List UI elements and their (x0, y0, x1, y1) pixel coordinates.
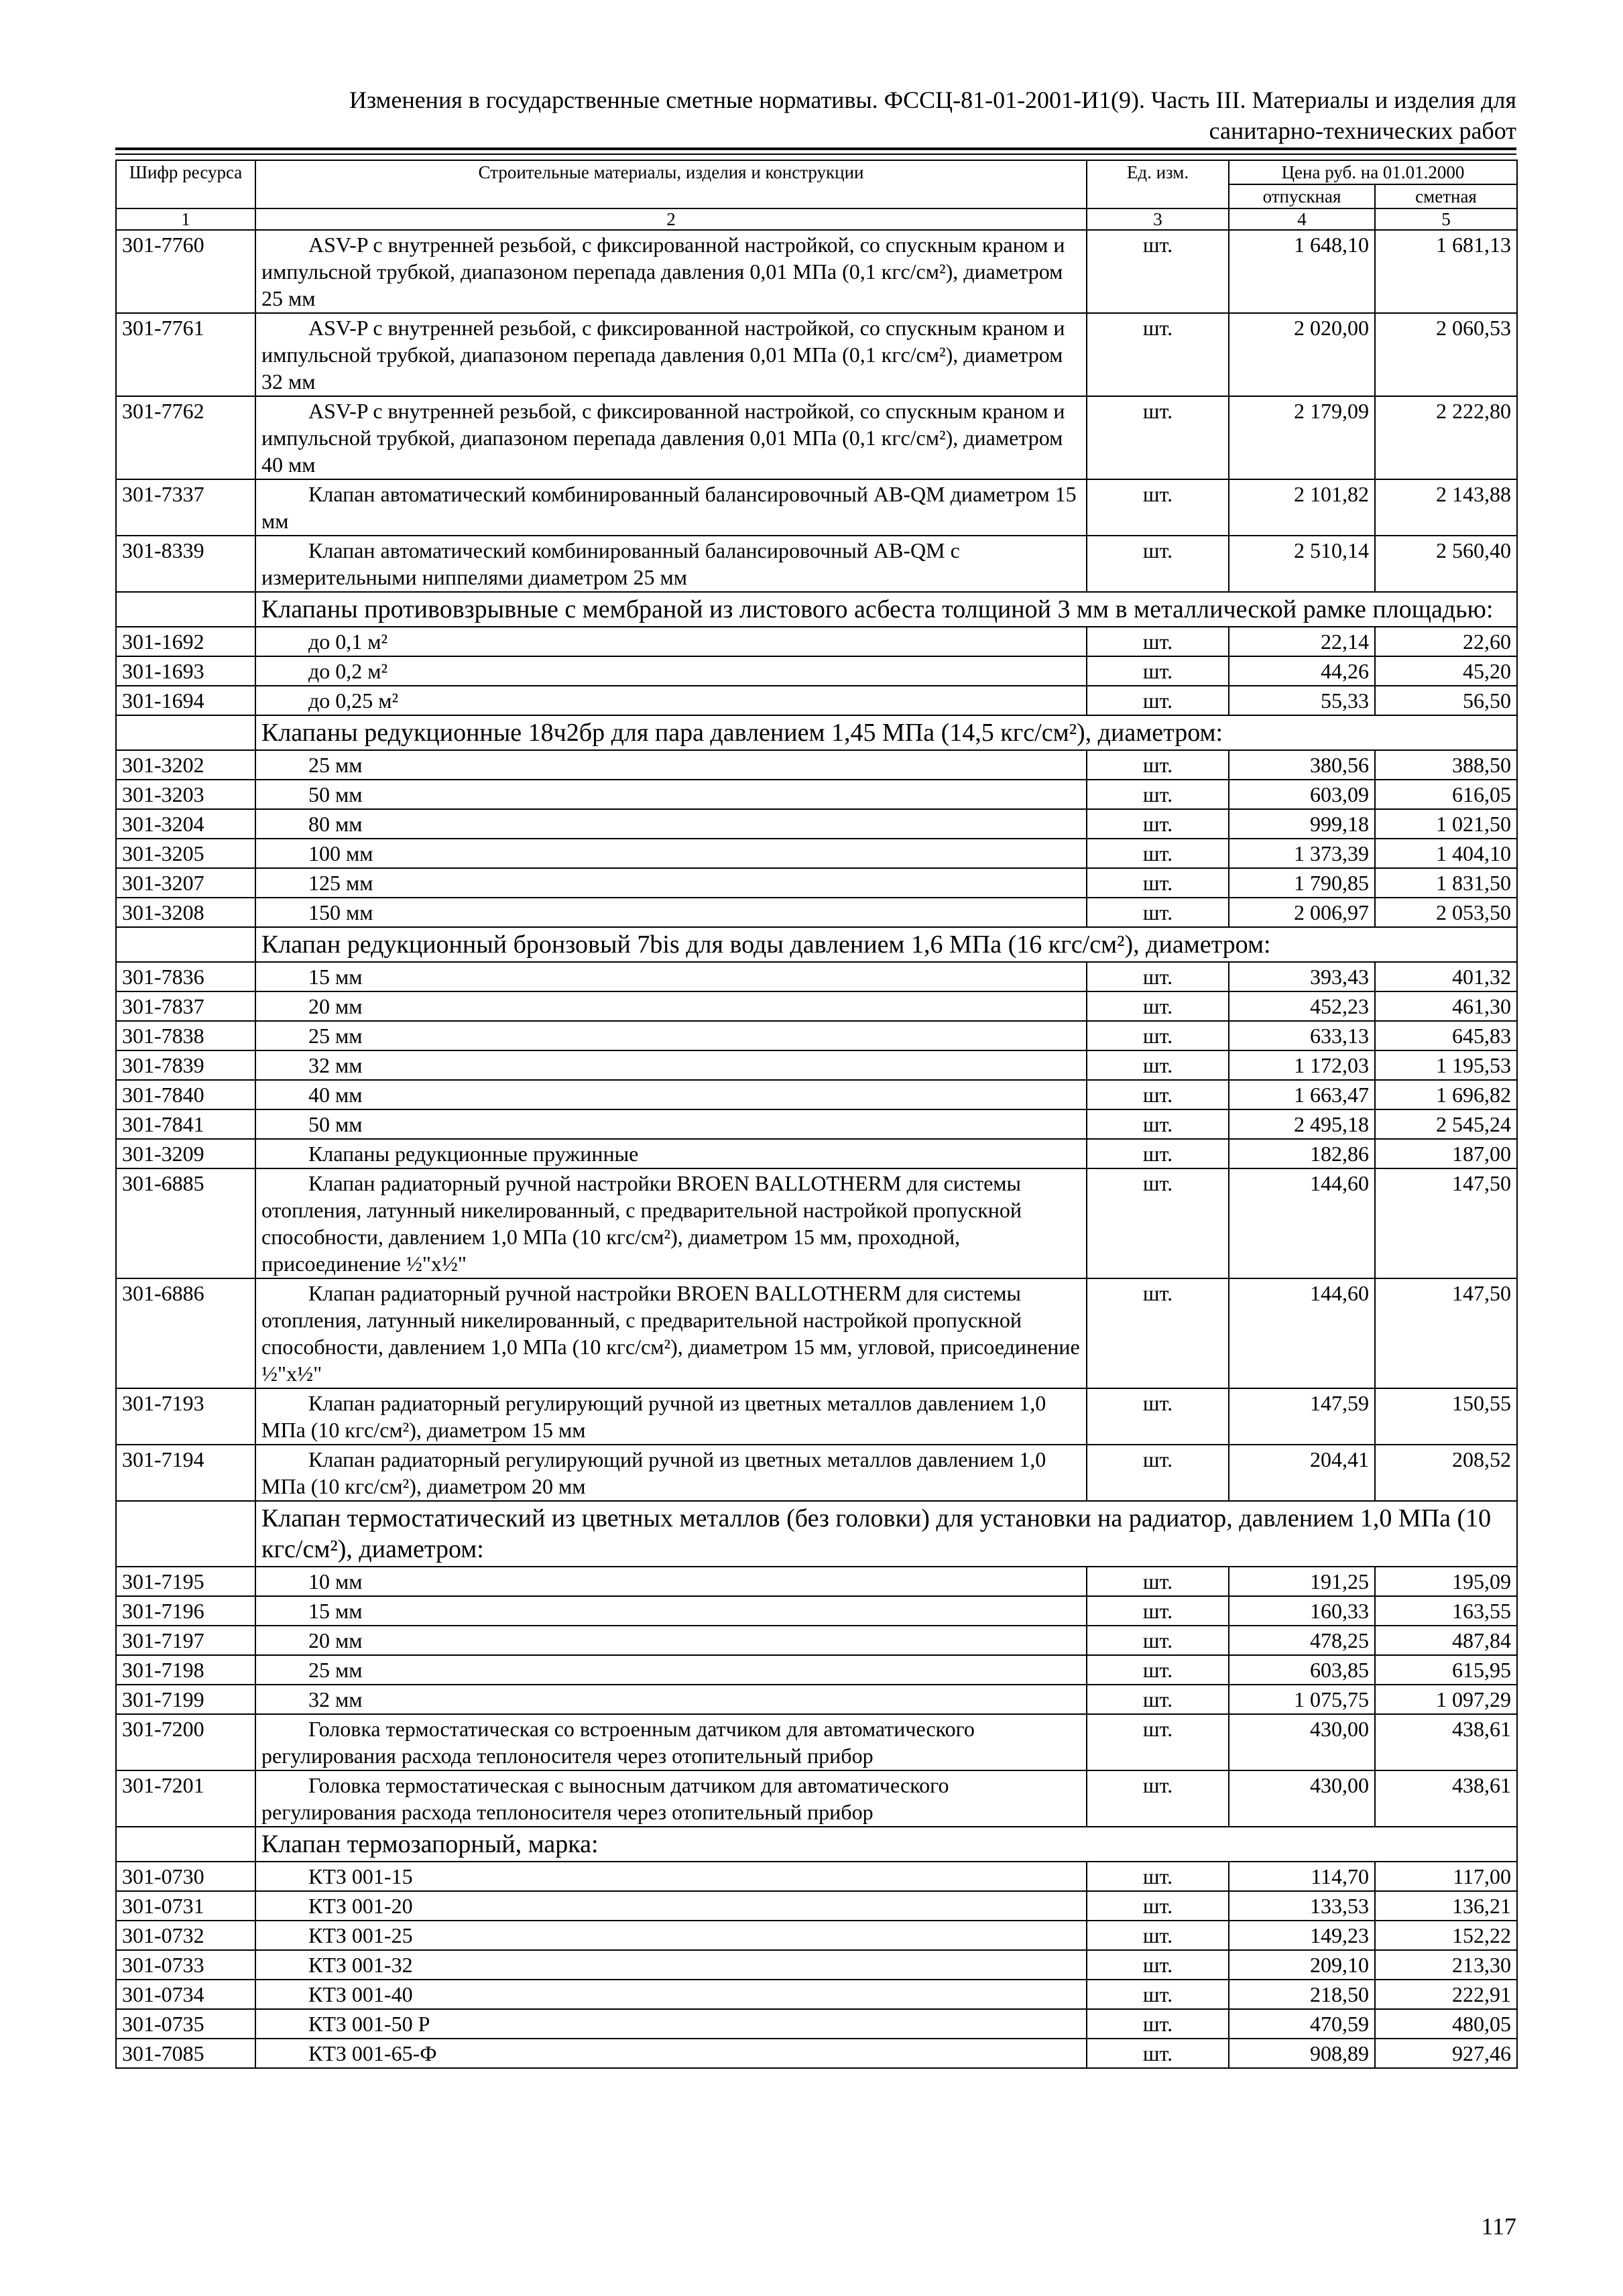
table-row (116, 1567, 1517, 1596)
resource-code: 301-7196 (116, 1596, 255, 1626)
estimate-price: 1 404,10 (1375, 839, 1517, 868)
resource-code: 301-7195 (116, 1567, 255, 1596)
release-price: 160,33 (1229, 1596, 1375, 1626)
resource-code: 301-7837 (116, 991, 255, 1021)
table-row (116, 991, 1517, 1021)
table-row (116, 1168, 1517, 1278)
col-header-unit: Ед. изм. (1087, 160, 1229, 208)
release-price: 114,70 (1229, 1862, 1375, 1891)
unit: шт. (1087, 627, 1229, 656)
release-price: 2 101,82 (1229, 479, 1375, 536)
table-row (116, 1278, 1517, 1388)
column-number-5: 5 (1375, 208, 1517, 230)
table-row (116, 230, 1517, 313)
resource-name: КТЗ 001-32 (255, 1950, 1087, 1980)
resource-code: 301-7762 (116, 396, 255, 479)
resource-code: 301-7760 (116, 230, 255, 313)
estimate-price: 2 053,50 (1375, 898, 1517, 927)
release-price: 218,50 (1229, 1980, 1375, 2009)
resource-code: 301-7838 (116, 1021, 255, 1050)
resource-name: 40 мм (255, 1080, 1087, 1109)
resource-name: 125 мм (255, 868, 1087, 898)
resource-code: 301-3209 (116, 1139, 255, 1168)
resource-code: 301-7199 (116, 1685, 255, 1714)
resource-name: 32 мм (255, 1685, 1087, 1714)
table-body (116, 230, 1517, 2068)
release-price: 908,89 (1229, 2039, 1375, 2068)
resource-code: 301-6885 (116, 1168, 255, 1278)
resource-code: 301-3208 (116, 898, 255, 927)
table-row (116, 2009, 1517, 2039)
unit: шт. (1087, 1655, 1229, 1685)
unit: шт. (1087, 1596, 1229, 1626)
unit: шт. (1087, 868, 1229, 898)
resource-code: 301-3202 (116, 750, 255, 780)
unit: шт. (1087, 809, 1229, 839)
group-title: Клапан термостатический из цветных металлов (без головки) для установки на радиатор, давлением 1,0 МПа (10 кгс/см²), диаметром: (255, 1501, 1517, 1567)
group-code-cell (116, 1827, 255, 1862)
resource-code: 301-7198 (116, 1655, 255, 1685)
estimate-price: 487,84 (1375, 1626, 1517, 1655)
table-row (116, 1685, 1517, 1714)
estimate-price: 22,60 (1375, 627, 1517, 656)
release-price: 430,00 (1229, 1770, 1375, 1827)
group-row (116, 715, 1517, 750)
resource-code: 301-7201 (116, 1770, 255, 1827)
release-price: 380,56 (1229, 750, 1375, 780)
resource-code: 301-3203 (116, 780, 255, 809)
table-row (116, 627, 1517, 656)
resource-code: 301-7193 (116, 1388, 255, 1445)
table-row (116, 479, 1517, 536)
resource-name: КТЗ 001-65-Ф (255, 2039, 1087, 2068)
estimate-price: 195,09 (1375, 1567, 1517, 1596)
group-title: Клапан редукционный бронзовый 7bis для воды давлением 1,6 МПа (16 кгс/см²), диаметром: (255, 927, 1517, 962)
page-header (115, 84, 1516, 146)
resource-name: ASV-P с внутренней резьбой, с фиксированной настройкой, со спускным краном и импульсной трубкой, диапазоном перепада давления 0,01 МПа (0,1 кгс/см²), диаметром 25 мм (255, 230, 1087, 313)
resource-name: КТЗ 001-20 (255, 1891, 1087, 1921)
release-price: 55,33 (1229, 686, 1375, 715)
resource-code: 301-7839 (116, 1050, 255, 1080)
table-row (116, 1921, 1517, 1950)
estimate-price: 1 097,29 (1375, 1685, 1517, 1714)
table-row (116, 1596, 1517, 1626)
resource-name: до 0,25 м² (255, 686, 1087, 715)
resource-code: 301-1694 (116, 686, 255, 715)
table-row (116, 536, 1517, 592)
estimate-price: 438,61 (1375, 1714, 1517, 1770)
group-title: Клапаны противовзрывные с мембраной из листового асбеста толщиной 3 мм в металлической рамке площадью: (255, 592, 1517, 627)
estimate-price: 152,22 (1375, 1921, 1517, 1950)
release-price: 2 495,18 (1229, 1109, 1375, 1139)
estimate-price: 2 560,40 (1375, 536, 1517, 592)
group-title: Клапаны редукционные 18ч2бр для пара давлением 1,45 МПа (14,5 кгс/см²), диаметром: (255, 715, 1517, 750)
resource-name: Клапаны редукционные пружинные (255, 1139, 1087, 1168)
release-price: 133,53 (1229, 1891, 1375, 1921)
unit: шт. (1087, 313, 1229, 396)
estimate-price: 1 681,13 (1375, 230, 1517, 313)
table-row (116, 780, 1517, 809)
table-row (116, 1770, 1517, 1827)
table-row (116, 396, 1517, 479)
resource-code: 301-3207 (116, 868, 255, 898)
release-price: 2 006,97 (1229, 898, 1375, 927)
group-title: Клапан термозапорный, марка: (255, 1827, 1517, 1862)
resource-name: Клапан радиаторный ручной настройки BROEN BALLOTHERM для системы отопления, латунный никелированный, с предварительной настройкой пропускной способности, давлением 1,0 МПа (10 кгс/см²), диаметром 15 мм, угловой, присоединение ½"x½" (255, 1278, 1087, 1388)
estimate-price: 2 060,53 (1375, 313, 1517, 396)
unit: шт. (1087, 396, 1229, 479)
group-row (116, 592, 1517, 627)
table-row (116, 1980, 1517, 2009)
resource-code: 301-8339 (116, 536, 255, 592)
resource-code: 301-7085 (116, 2039, 255, 2068)
release-price: 2 179,09 (1229, 396, 1375, 479)
release-price: 204,41 (1229, 1445, 1375, 1501)
table-row (116, 2039, 1517, 2068)
resource-name: КТЗ 001-25 (255, 1921, 1087, 1950)
column-number-4: 4 (1229, 208, 1375, 230)
group-row (116, 1501, 1517, 1567)
resource-code: 301-3205 (116, 839, 255, 868)
estimate-price: 163,55 (1375, 1596, 1517, 1626)
resource-name: КТЗ 001-50 Р (255, 2009, 1087, 2039)
table-row (116, 1950, 1517, 1980)
table-row (116, 868, 1517, 898)
table-row (116, 1021, 1517, 1050)
unit: шт. (1087, 962, 1229, 991)
resource-name: 100 мм (255, 839, 1087, 868)
resource-name: 32 мм (255, 1050, 1087, 1080)
estimate-price: 2 545,24 (1375, 1109, 1517, 1139)
unit: шт. (1087, 1109, 1229, 1139)
resource-code: 301-6886 (116, 1278, 255, 1388)
estimate-price: 438,61 (1375, 1770, 1517, 1827)
unit: шт. (1087, 839, 1229, 868)
estimate-price: 150,55 (1375, 1388, 1517, 1445)
resource-code: 301-7337 (116, 479, 255, 536)
unit: шт. (1087, 1021, 1229, 1050)
release-price: 1 075,75 (1229, 1685, 1375, 1714)
table-row (116, 1139, 1517, 1168)
estimate-price: 1 195,53 (1375, 1050, 1517, 1080)
resource-code: 301-7840 (116, 1080, 255, 1109)
estimate-price: 136,21 (1375, 1891, 1517, 1921)
resource-name: Головка термостатическая со встроенным датчиком для автоматического регулирования расхода теплоносителя через отопительный прибор (255, 1714, 1087, 1770)
estimate-price: 1 696,82 (1375, 1080, 1517, 1109)
unit: шт. (1087, 1139, 1229, 1168)
estimate-price: 117,00 (1375, 1862, 1517, 1891)
release-price: 182,86 (1229, 1139, 1375, 1168)
resource-code: 301-0733 (116, 1950, 255, 1980)
unit: шт. (1087, 1168, 1229, 1278)
unit: шт. (1087, 1080, 1229, 1109)
estimate-price: 388,50 (1375, 750, 1517, 780)
release-price: 191,25 (1229, 1567, 1375, 1596)
table-row (116, 1080, 1517, 1109)
table-head (116, 160, 1517, 230)
resource-name: 25 мм (255, 1021, 1087, 1050)
release-price: 603,85 (1229, 1655, 1375, 1685)
resource-name: 50 мм (255, 780, 1087, 809)
estimate-price: 213,30 (1375, 1950, 1517, 1980)
unit: шт. (1087, 479, 1229, 536)
col-header-price: Цена руб. на 01.01.2000 (1229, 160, 1517, 184)
header-title-line-2: санитарно-технических работ (1209, 117, 1516, 144)
release-price: 209,10 (1229, 1950, 1375, 1980)
resource-code: 301-7200 (116, 1714, 255, 1770)
col-header-name: Строительные материалы, изделия и конструкции (255, 160, 1087, 208)
release-price: 430,00 (1229, 1714, 1375, 1770)
table-row (116, 1050, 1517, 1080)
unit: шт. (1087, 2009, 1229, 2039)
unit: шт. (1087, 1388, 1229, 1445)
page-number: 117 (1481, 2213, 1516, 2240)
table-row (116, 656, 1517, 686)
unit: шт. (1087, 536, 1229, 592)
unit: шт. (1087, 1862, 1229, 1891)
resource-code: 301-0731 (116, 1891, 255, 1921)
resource-name: КТЗ 001-40 (255, 1980, 1087, 2009)
table-row (116, 839, 1517, 868)
resource-name: КТЗ 001-15 (255, 1862, 1087, 1891)
estimate-price: 147,50 (1375, 1168, 1517, 1278)
unit: шт. (1087, 780, 1229, 809)
resource-code: 301-0730 (116, 1862, 255, 1891)
group-row (116, 1827, 1517, 1862)
unit: шт. (1087, 686, 1229, 715)
release-price: 999,18 (1229, 809, 1375, 839)
column-number-3: 3 (1087, 208, 1229, 230)
resource-name: 20 мм (255, 991, 1087, 1021)
release-price: 1 172,03 (1229, 1050, 1375, 1080)
resource-name: ASV-P с внутренней резьбой, с фиксированной настройкой, со спускным краном и импульсной трубкой, диапазоном перепада давления 0,01 МПа (0,1 кгс/см²), диаметром 40 мм (255, 396, 1087, 479)
unit: шт. (1087, 2039, 1229, 2068)
estimate-price: 645,83 (1375, 1021, 1517, 1050)
release-price: 478,25 (1229, 1626, 1375, 1655)
resource-name: 150 мм (255, 898, 1087, 927)
resource-name: 25 мм (255, 1655, 1087, 1685)
group-row (116, 927, 1517, 962)
estimate-price: 187,00 (1375, 1139, 1517, 1168)
table-row (116, 1445, 1517, 1501)
unit: шт. (1087, 1567, 1229, 1596)
resource-name: 50 мм (255, 1109, 1087, 1139)
resource-code: 301-7194 (116, 1445, 255, 1501)
release-price: 1 663,47 (1229, 1080, 1375, 1109)
resource-code: 301-1692 (116, 627, 255, 656)
resource-name: до 0,2 м² (255, 656, 1087, 686)
resource-code: 301-0735 (116, 2009, 255, 2039)
resource-name: Головка термостатическая с выносным датчиком для автоматического регулирования расхода теплоносителя через отопительный прибор (255, 1770, 1087, 1827)
header-rule-thin (115, 154, 1516, 155)
unit: шт. (1087, 1714, 1229, 1770)
release-price: 144,60 (1229, 1168, 1375, 1278)
resource-name: 15 мм (255, 962, 1087, 991)
group-code-cell (116, 592, 255, 627)
column-number-row (116, 208, 1517, 230)
unit: шт. (1087, 1626, 1229, 1655)
estimate-price: 616,05 (1375, 780, 1517, 809)
estimate-price: 1 831,50 (1375, 868, 1517, 898)
release-price: 1 790,85 (1229, 868, 1375, 898)
resource-code: 301-7761 (116, 313, 255, 396)
resource-name: до 0,1 м² (255, 627, 1087, 656)
unit: шт. (1087, 898, 1229, 927)
unit: шт. (1087, 1921, 1229, 1950)
table-row (116, 750, 1517, 780)
table-row (116, 1862, 1517, 1891)
unit: шт. (1087, 656, 1229, 686)
resource-code: 301-0734 (116, 1980, 255, 2009)
release-price: 393,43 (1229, 962, 1375, 991)
col-header-estimate-price: сметная (1375, 184, 1517, 208)
resource-name: ASV-P с внутренней резьбой, с фиксированной настройкой, со спускным краном и импульсной трубкой, диапазоном перепада давления 0,01 МПа (0,1 кгс/см²), диаметром 32 мм (255, 313, 1087, 396)
unit: шт. (1087, 1050, 1229, 1080)
unit: шт. (1087, 1445, 1229, 1501)
resource-name: Клапан радиаторный регулирующий ручной из цветных металлов давлением 1,0 МПа (10 кгс/см²), диаметром 20 мм (255, 1445, 1087, 1501)
estimate-price: 1 021,50 (1375, 809, 1517, 839)
release-price: 470,59 (1229, 2009, 1375, 2039)
group-code-cell (116, 715, 255, 750)
table-row (116, 1891, 1517, 1921)
resource-code: 301-7197 (116, 1626, 255, 1655)
unit: шт. (1087, 1685, 1229, 1714)
unit: шт. (1087, 1278, 1229, 1388)
estimate-price: 56,50 (1375, 686, 1517, 715)
release-price: 149,23 (1229, 1921, 1375, 1950)
estimate-price: 461,30 (1375, 991, 1517, 1021)
table-row (116, 1714, 1517, 1770)
resource-code: 301-0732 (116, 1921, 255, 1950)
unit: шт. (1087, 991, 1229, 1021)
release-price: 22,14 (1229, 627, 1375, 656)
release-price: 144,60 (1229, 1278, 1375, 1388)
table-row (116, 1109, 1517, 1139)
estimate-price: 2 143,88 (1375, 479, 1517, 536)
estimate-price: 45,20 (1375, 656, 1517, 686)
estimate-price: 222,91 (1375, 1980, 1517, 2009)
resource-name: Клапан радиаторный ручной настройки BROEN BALLOTHERM для системы отопления, латунный никелированный, с предварительной настройкой пропускной способности, давлением 1,0 МПа (10 кгс/см²), диаметром 15 мм, проходной, присоединение ½"x½" (255, 1168, 1087, 1278)
estimate-price: 208,52 (1375, 1445, 1517, 1501)
table-row (116, 1626, 1517, 1655)
estimate-price: 927,46 (1375, 2039, 1517, 2068)
resource-name: 20 мм (255, 1626, 1087, 1655)
release-price: 2 510,14 (1229, 536, 1375, 592)
column-number-1: 1 (116, 208, 255, 230)
resource-name: Клапан автоматический комбинированный балансировочный AB-QM диаметром 15 мм (255, 479, 1087, 536)
release-price: 603,09 (1229, 780, 1375, 809)
estimate-price: 147,50 (1375, 1278, 1517, 1388)
table-row (116, 1655, 1517, 1685)
table-row (116, 1388, 1517, 1445)
group-code-cell (116, 927, 255, 962)
unit: шт. (1087, 1770, 1229, 1827)
resource-code: 301-1693 (116, 656, 255, 686)
unit: шт. (1087, 230, 1229, 313)
table-row (116, 686, 1517, 715)
estimate-price: 480,05 (1375, 2009, 1517, 2039)
release-price: 44,26 (1229, 656, 1375, 686)
unit: шт. (1087, 750, 1229, 780)
resource-price-table (115, 160, 1518, 2069)
resource-name: 25 мм (255, 750, 1087, 780)
release-price: 1 373,39 (1229, 839, 1375, 868)
header-rule (115, 147, 1516, 150)
resource-name: Клапан радиаторный регулирующий ручной из цветных металлов давлением 1,0 МПа (10 кгс/см²), диаметром 15 мм (255, 1388, 1087, 1445)
table-row (116, 313, 1517, 396)
estimate-price: 2 222,80 (1375, 396, 1517, 479)
resource-name: 80 мм (255, 809, 1087, 839)
unit: шт. (1087, 1980, 1229, 2009)
group-code-cell (116, 1501, 255, 1567)
col-header-code: Шифр ресурса (116, 160, 255, 208)
release-price: 147,59 (1229, 1388, 1375, 1445)
header-title-line-1: Изменения в государственные сметные нормативы. ФССЦ-81-01-2001-И1(9). Часть III. Материалы и изделия для (349, 86, 1516, 113)
resource-name: 15 мм (255, 1596, 1087, 1626)
resource-code: 301-7836 (116, 962, 255, 991)
release-price: 1 648,10 (1229, 230, 1375, 313)
release-price: 2 020,00 (1229, 313, 1375, 396)
resource-name: Клапан автоматический комбинированный балансировочный AB-QM с измерительными ниппелями диаметром 25 мм (255, 536, 1087, 592)
table-row (116, 898, 1517, 927)
table-row (116, 962, 1517, 991)
release-price: 452,23 (1229, 991, 1375, 1021)
unit: шт. (1087, 1891, 1229, 1921)
estimate-price: 401,32 (1375, 962, 1517, 991)
column-number-2: 2 (255, 208, 1087, 230)
resource-code: 301-3204 (116, 809, 255, 839)
resource-code: 301-7841 (116, 1109, 255, 1139)
unit: шт. (1087, 1950, 1229, 1980)
resource-name: 10 мм (255, 1567, 1087, 1596)
release-price: 633,13 (1229, 1021, 1375, 1050)
estimate-price: 615,95 (1375, 1655, 1517, 1685)
table-row (116, 809, 1517, 839)
col-header-release-price: отпускная (1229, 184, 1375, 208)
